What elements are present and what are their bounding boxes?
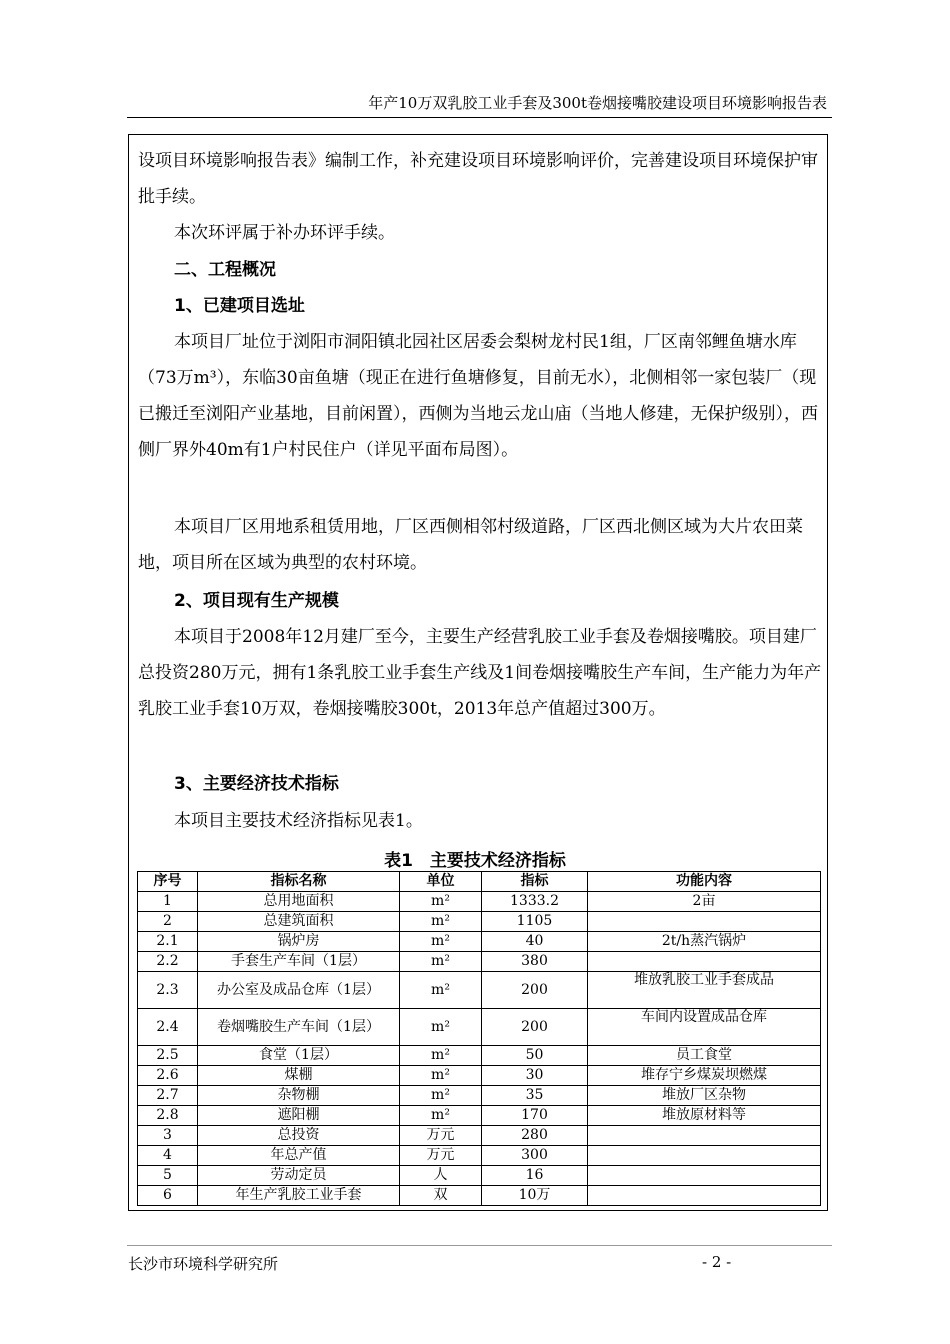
- cell-no: 4: [138, 1146, 198, 1166]
- paragraph-intro-continued: 设项目环境影响报告表》编制工作，补充建设项目环境影响评价，完善建设项目环境保护审批手续。: [138, 151, 818, 207]
- subheading-production-scale: 2、项目现有生产规模: [174, 591, 339, 611]
- cell-value: 380: [482, 952, 588, 972]
- running-header: 年产10万双乳胶工业手套及300t卷烟接嘴胶建设项目环境影响报告表: [368, 94, 827, 112]
- cell-function: [588, 912, 821, 932]
- cell-value: 30: [482, 1066, 588, 1086]
- cell-function: 车间内设置成品仓库: [588, 1009, 821, 1046]
- cell-name: 手套生产车间（1层）: [198, 952, 400, 972]
- cell-no: 5: [138, 1166, 198, 1186]
- cell-value: 170: [482, 1106, 588, 1126]
- cell-function: [588, 1166, 821, 1186]
- indicators-table: [137, 871, 821, 1206]
- cell-no: 2.6: [138, 1066, 198, 1086]
- cell-unit: m²: [400, 1086, 482, 1106]
- table-row: [138, 1186, 821, 1206]
- cell-value: 300: [482, 1146, 588, 1166]
- cell-value: 10万: [482, 1186, 588, 1206]
- paragraph-land-use: 本项目厂区用地系租赁用地，厂区西侧相邻村级道路，厂区西北侧区域为大片农田菜地，项目所在区域为典型的农村环境。: [138, 517, 803, 573]
- cell-function: [588, 1146, 821, 1166]
- cell-function: 堆放乳胶工业手套成品: [588, 972, 821, 1009]
- cell-name: 煤棚: [198, 1066, 400, 1086]
- cell-no: 2.4: [138, 1009, 198, 1046]
- cell-no: 6: [138, 1186, 198, 1206]
- cell-value: 1333.2: [482, 892, 588, 912]
- cell-function: 2t/h蒸汽锅炉: [588, 932, 821, 952]
- cell-name: 杂物棚: [198, 1086, 400, 1106]
- table-row: [138, 1166, 821, 1186]
- cell-no: 2.3: [138, 972, 198, 1009]
- header-value: 指标: [482, 872, 588, 892]
- table-row: [138, 1126, 821, 1146]
- cell-no: 2.2: [138, 952, 198, 972]
- cell-no: 3: [138, 1126, 198, 1146]
- cell-no: 2.7: [138, 1086, 198, 1106]
- cell-unit: m²: [400, 1046, 482, 1066]
- cell-name: 劳动定员: [198, 1166, 400, 1186]
- section-heading-project-overview: 二、工程概况: [174, 260, 276, 280]
- cell-name: 卷烟嘴胶生产车间（1层）: [198, 1009, 400, 1046]
- cell-unit: m²: [400, 892, 482, 912]
- table-row: [138, 912, 821, 932]
- cell-value: 1105: [482, 912, 588, 932]
- cell-value: 200: [482, 1009, 588, 1046]
- table-caption: 表1 主要技术经济指标: [384, 851, 566, 871]
- paragraph-table-ref: 本项目主要技术经济指标见表1。: [174, 811, 423, 831]
- cell-no: 2.8: [138, 1106, 198, 1126]
- table-row: [138, 1009, 821, 1046]
- header-unit: 单位: [400, 872, 482, 892]
- cell-name: 总建筑面积: [198, 912, 400, 932]
- paragraph-supplement: 本次环评属于补办环评手续。: [174, 223, 395, 243]
- cell-no: 2.5: [138, 1046, 198, 1066]
- subheading-indicators: 3、主要经济技术指标: [174, 774, 339, 794]
- cell-no: 2.1: [138, 932, 198, 952]
- cell-no: 2: [138, 912, 198, 932]
- cell-name: 总投资: [198, 1126, 400, 1146]
- cell-unit: m²: [400, 912, 482, 932]
- cell-unit: 万元: [400, 1146, 482, 1166]
- cell-name: 办公室及成品仓库（1层）: [198, 972, 400, 1009]
- cell-unit: 人: [400, 1166, 482, 1186]
- cell-function: [588, 1126, 821, 1146]
- cell-unit: m²: [400, 952, 482, 972]
- header-function: 功能内容: [588, 872, 821, 892]
- cell-unit: m²: [400, 932, 482, 952]
- cell-unit: 万元: [400, 1126, 482, 1146]
- cell-value: 35: [482, 1086, 588, 1106]
- cell-unit: m²: [400, 1106, 482, 1126]
- table-row: [138, 952, 821, 972]
- cell-value: 280: [482, 1126, 588, 1146]
- subheading-site-location: 1、已建项目选址: [174, 296, 305, 316]
- cell-name: 遮阳棚: [198, 1106, 400, 1126]
- cell-unit: m²: [400, 1066, 482, 1086]
- cell-name: 总用地面积: [198, 892, 400, 912]
- cell-value: 200: [482, 972, 588, 1009]
- table-row: [138, 972, 821, 1009]
- cell-name: 锅炉房: [198, 932, 400, 952]
- footer-organization: 长沙市环境科学研究所: [128, 1255, 279, 1273]
- header-rule: [127, 117, 832, 118]
- cell-name: 食堂（1层）: [198, 1046, 400, 1066]
- cell-value: 50: [482, 1046, 588, 1066]
- cell-function: 员工食堂: [588, 1046, 821, 1066]
- table-header-row: [138, 872, 821, 892]
- cell-unit: 双: [400, 1186, 482, 1206]
- table-row: [138, 892, 821, 912]
- cell-function: 堆存宁乡煤炭坝燃煤: [588, 1066, 821, 1086]
- cell-name: 年生产乳胶工业手套: [198, 1186, 400, 1206]
- cell-function: [588, 952, 821, 972]
- cell-function: [588, 1186, 821, 1206]
- cell-unit: m²: [400, 1009, 482, 1046]
- cell-unit: m²: [400, 972, 482, 1009]
- cell-value: 16: [482, 1166, 588, 1186]
- table-row: [138, 1146, 821, 1166]
- cell-function: 堆放原材料等: [588, 1106, 821, 1126]
- paragraph-production-scale: 本项目于2008年12月建厂至今，主要生产经营乳胶工业手套及卷烟接嘴胶。项目建厂总投资280万元，拥有1条乳胶工业手套生产线及1间卷烟接嘴胶生产车间，生产能力为年产乳胶工业手套10万双，卷烟接嘴胶300t，2013年总产值超过300万。: [138, 627, 822, 719]
- table-row: [138, 932, 821, 952]
- cell-function: 堆放厂区杂物: [588, 1086, 821, 1106]
- paragraph-site-location: 本项目厂址位于浏阳市洞阳镇北园社区居委会梨树龙村民1组，厂区南邻鲤鱼塘水库（73万m³），东临30亩鱼塘（现正在进行鱼塘修复，目前无水），北侧相邻一家包装厂（现已搬迁至浏阳产业基地，目前闲置），西侧为当地云龙山庙（当地人修建，无保护级别），西侧厂界外40m有1户村民住户（详见平面布局图）。: [138, 332, 818, 460]
- cell-value: 40: [482, 932, 588, 952]
- page-number: - 2 -: [702, 1253, 732, 1271]
- header-no: 序号: [138, 872, 198, 892]
- cell-name: 年总产值: [198, 1146, 400, 1166]
- table-row: [138, 1066, 821, 1086]
- table-row: [138, 1106, 821, 1126]
- cell-no: 1: [138, 892, 198, 912]
- table-row: [138, 1046, 821, 1066]
- cell-function: 2亩: [588, 892, 821, 912]
- footer-rule: [127, 1245, 832, 1246]
- header-name: 指标名称: [198, 872, 400, 892]
- table-row: [138, 1086, 821, 1106]
